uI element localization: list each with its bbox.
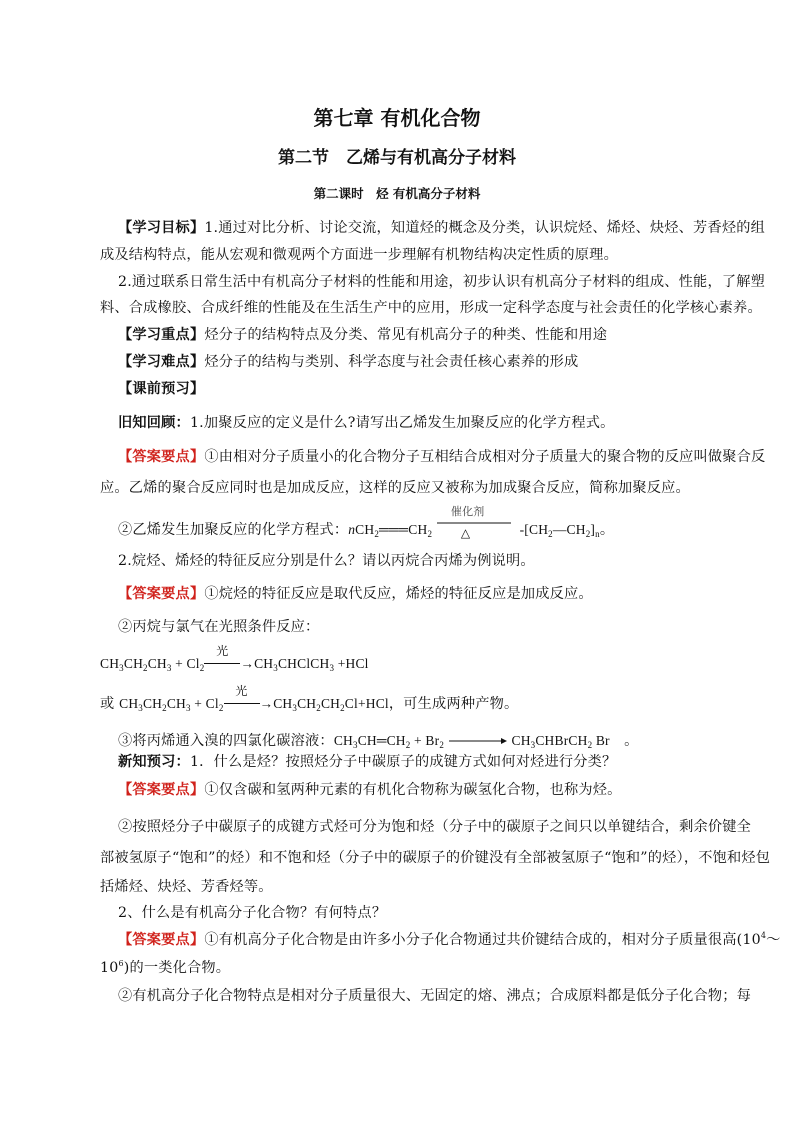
two-products-text: ，可生成两种产物。 [388, 696, 519, 712]
new-a1-line-3: 部被氢原子“饱和”的烃）和不饱和烃（分子中的碳原子的价键没有全部被氢原子“饱和”的烃），不饱和烃包 [100, 850, 771, 866]
key-line [118, 325, 748, 345]
new-a2-line-3: ②有机高分子化合物特点是相对分子质量很大、无固定的熔、沸点；合成原料都是低分子化合物；每 [118, 988, 752, 1004]
product-polyethylene: $-[CH_2—CH_2]_n$ [519, 522, 600, 539]
reactant-ethylene: $nCH_2═══CH_2$ [348, 522, 433, 539]
exponent-4: 4 [760, 931, 767, 940]
ethylene-equation: ②乙烯发生加聚反应的化学方程式：$nCH_2═══CH_2$ 催化剂 △ $-[CH_2—CH_2]_n$。 [118, 517, 748, 540]
answer-label: 【答案要点】 [118, 932, 205, 948]
goals-line-2: 成及结构特点，能从宏观和微观两个方面进一步理解有机物结构决定性质的原理。 [100, 247, 618, 263]
propane-equation-1 [100, 644, 730, 674]
equation-prefix: ②乙烯发生加聚反应的化学方程式： [118, 522, 349, 538]
preview-label: 【课前预习】 [118, 381, 205, 397]
key-label: 【学习重点】 [118, 327, 205, 343]
key-text: 烃分子的结构特点及分类、常见有机高分子的种类、性能和用途 [204, 327, 608, 343]
eq2-reactants: $CH_3CH_2CH_3 + Cl_2$ [119, 696, 224, 713]
review-q1-text: 1.加聚反应的定义是什么?请写出乙烯发生加聚反应的化学方程式。 [189, 415, 615, 431]
new-q1-text: 1．什么是烃？按照烃分子中碳原子的成键方式如何对烃进行分类？ [189, 754, 617, 770]
review-a1-line-2: 应。乙烯的聚合反应同时也是加成反应，这样的反应又被称为加成聚合反应，简称加聚反应。 [100, 480, 690, 496]
or-word: 或 [100, 696, 115, 712]
eq1-reactants: $CH_3CH_2CH_3 + Cl_2$ [100, 656, 205, 673]
catalyst-arrow [437, 505, 515, 540]
goals-label: 【学习目标】 [118, 220, 205, 236]
review-label: 旧知回顾： [118, 415, 190, 431]
answer-label: 【答案要点】 [118, 782, 205, 798]
eq3-reactants: $CH_3CH═CH_2 + Br_2$ [333, 733, 445, 750]
exponent-6: 6 [118, 959, 124, 968]
catalyst-label: 催化剂 [450, 505, 485, 518]
difficult-label: 【学习难点】 [118, 354, 205, 370]
review-a1-text-1: ①由相对分子质量小的化合物分子互相结合成相对分子质量大的聚合物的反应叫做聚合反 [204, 449, 766, 465]
goals-line-4: 料、合成橡胶、合成纤维的性能及在生活生产中的应用，形成一定科学态度与社会责任的化学核心素养。 [100, 300, 762, 316]
new-a2-line-2 [100, 958, 730, 978]
new-a1-text-1: ①仅含碳和氢两种元素的有机化合物称为碳氢化合物，也称为烃。 [204, 782, 622, 798]
propane-equation-2 [100, 684, 730, 714]
new-q2: 2、什么是有机高分子化合物？有何特点？ [118, 905, 387, 921]
light-label-2: 光 [235, 684, 248, 698]
tilde: ～ [766, 932, 781, 948]
preview-line [118, 379, 748, 399]
review-a1-line-1 [118, 447, 766, 467]
eq2-products: $\to CH_3CH_2CH_2Cl+HCl$ [259, 696, 389, 713]
difficult-text: 烃分子的结构与类别、科学态度与社会责任核心素养的形成 [204, 354, 579, 370]
answer-label: 【答案要点】 [118, 586, 205, 602]
review-a2-line-2: ②丙烷与氯气在光照条件反应： [118, 619, 320, 635]
review-q2: 2.烷烃、烯烃的特征反应分别是什么？请以丙烷合丙烯为例说明。 [118, 553, 535, 569]
new-a2-text-1: ①有机高分子化合物是由许多小分子化合物通过共价键结合成的，相对分子质量很高(10 [204, 932, 761, 948]
review-q1 [118, 413, 748, 433]
chapter-title: 第七章 有机化合物 [313, 106, 481, 130]
ten: 10 [100, 960, 119, 976]
propene-bromine-line: ③将丙烯通入溴的四氯化碳溶液：$CH_3CH═CH_2 + Br_2$ $CH_3CHBrCH_2$ Br 。 [118, 733, 639, 750]
light-condition-1 [204, 644, 240, 674]
light-condition-2 [224, 684, 260, 714]
goals-text-1: 1.通过对比分析、讨论交流，知道烃的概念及分类，认识烷烃、烯烃、炔烃、芳香烃的组 [204, 220, 765, 236]
eq3-product: $CH_3CHBrCH_2$ Br [511, 733, 610, 750]
new-a2-line-1 [118, 930, 781, 950]
difficult-line [118, 352, 748, 372]
new-a2-text-2: )的一类化合物。 [123, 960, 231, 976]
heat-symbol: △ [460, 526, 471, 540]
review-a2-text-5: ③将丙烯通入溴的四氯化碳溶液： [118, 733, 334, 749]
section-title: 第二节 乙烯与有机高分子材料 [278, 148, 516, 168]
new-label: 新知预习： [118, 754, 190, 770]
goals-line-1 [118, 218, 765, 238]
new-a1-line-4: 括烯烃、炔烃、芳香烃等。 [100, 879, 273, 895]
lesson-title: 第二课时 烃 有机高分子材料 [313, 186, 481, 201]
reaction-arrow-icon [449, 736, 507, 746]
answer-label: 【答案要点】 [118, 449, 205, 465]
light-label-1: 光 [216, 644, 229, 658]
new-q1 [118, 752, 748, 772]
eq1-products: $\to CH_3CHClCH_3 +HCl$ [240, 656, 369, 673]
new-a1-line-2: ②按照烃分子中碳原子的成键方式烃可分为饱和烃（分子中的碳原子之间只以单键结合，剩余价键全 [118, 819, 752, 835]
review-a2-text-1: ①烷烃的特征反应是取代反应，烯烃的特征反应是加成反应。 [204, 586, 593, 602]
goals-line-3: 2.通过联系日常生活中有机高分子材料的性能和用途，初步认识有机高分子材料的组成、性能，了解塑 [118, 274, 765, 290]
new-a1-line-1 [118, 780, 748, 800]
review-a2-line-1 [118, 584, 748, 604]
reaction-arrow-icon [437, 517, 515, 537]
